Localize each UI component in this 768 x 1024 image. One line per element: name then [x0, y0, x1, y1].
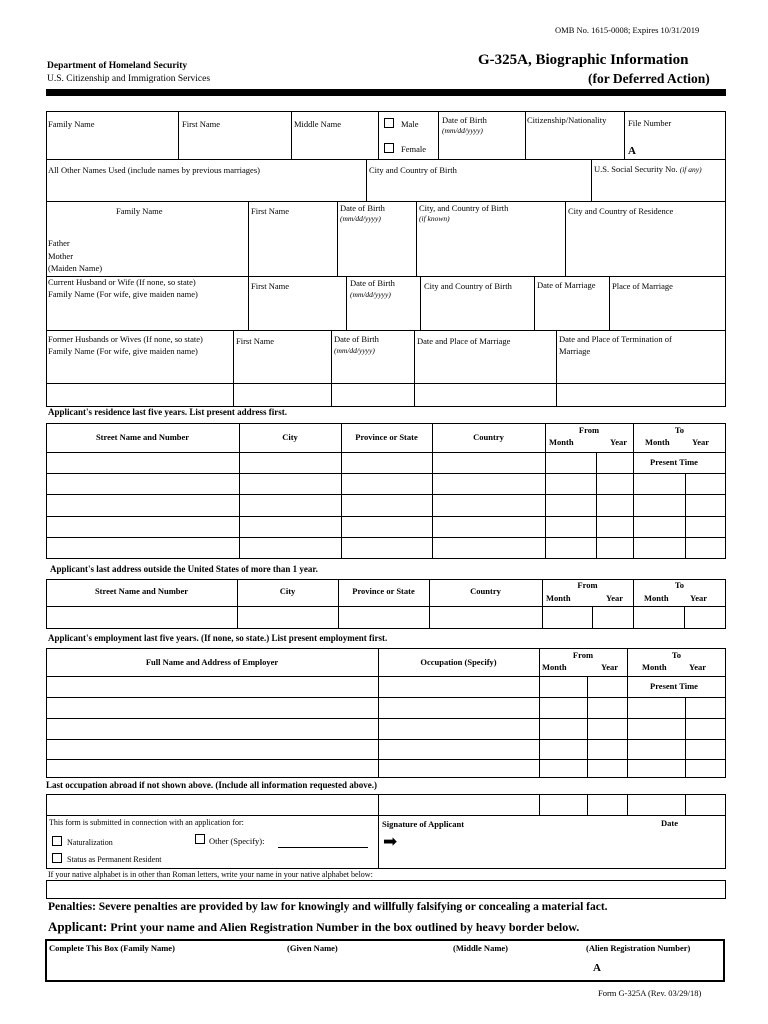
- first-name-label: First Name: [182, 119, 221, 129]
- outside-from-year: Year: [606, 593, 623, 603]
- permanent-resident-checkbox[interactable]: [52, 853, 62, 863]
- abroad-row: [46, 794, 726, 816]
- residence-from-year: Year: [610, 437, 627, 447]
- complete-family-name-label: Complete This Box (Family Name): [49, 943, 175, 953]
- form-subtitle: (for Deferred Action): [588, 71, 710, 86]
- spouse-dob-format: (mm/dd/yyyy): [350, 290, 391, 299]
- residence-from-month: Month: [549, 437, 574, 447]
- signature-field[interactable]: [379, 815, 725, 868]
- outside-city-header: City: [279, 586, 296, 596]
- naturalization-checkbox[interactable]: [52, 836, 62, 846]
- complete-given-name-label: (Given Name): [287, 943, 338, 953]
- form-title: G-325A, Biographic Information: [478, 52, 689, 68]
- signature-label: Signature of Applicant: [382, 819, 465, 829]
- permanent-resident-label: Status as Permanent Resident: [67, 855, 162, 864]
- city-country-birth-label: City and Country of Birth: [369, 165, 457, 175]
- employment-to-year: Year: [689, 662, 706, 672]
- former-marriage-label: Date and Place of Marriage: [417, 336, 511, 346]
- complete-middle-name-label: (Middle Name): [453, 943, 509, 953]
- occupation-header: Occupation (Specify): [420, 657, 497, 667]
- date-of-marriage-label: Date of Marriage: [537, 280, 596, 290]
- employment-from-month: Month: [542, 662, 567, 672]
- signature-date-label: Date: [661, 818, 678, 828]
- parent-first-name-label: First Name: [251, 206, 290, 216]
- parent-dob-format: (mm/dd/yyyy): [340, 214, 381, 223]
- citizenship-label: Citizenship/Nationality: [527, 115, 607, 125]
- former-spouse-label: Former Husbands or Wives (If none, so state): [48, 334, 203, 344]
- current-spouse-family-label: Family Name (For wife, give maiden name): [48, 289, 198, 299]
- employment-to-header: To: [671, 650, 682, 660]
- parent-if-known: (if known): [419, 214, 450, 223]
- parent-birthplace-label: City, and Country of Birth: [419, 203, 509, 213]
- department-name: Department of Homeland Security: [47, 61, 188, 71]
- former-spouse-family-label: Family Name (For wife, give maiden name): [48, 346, 198, 356]
- employment-present-time: Present Time: [650, 681, 698, 691]
- arrow-right-icon: ➡: [383, 832, 398, 852]
- parent-family-name-label: Family Name: [116, 206, 163, 216]
- employment-from-header: From: [572, 650, 594, 660]
- outside-to-month: Month: [644, 593, 669, 603]
- submission-intro: This form is submitted in connection with an application for:: [49, 818, 244, 827]
- form-revision: Form G-325A (Rev. 03/29/18): [598, 988, 702, 998]
- spouse-dob-label: Date of Birth: [350, 278, 395, 288]
- former-dob-label: Date of Birth: [334, 334, 379, 344]
- dob-label: Date of Birth: [442, 115, 487, 125]
- file-number-prefix: A: [628, 145, 636, 157]
- outside-street-header: Street Name and Number: [94, 586, 189, 596]
- complete-alien-number-label: (Alien Registration Number): [586, 943, 691, 953]
- residence-city-header: City: [282, 432, 298, 442]
- outside-from-header: From: [577, 580, 598, 590]
- residence-from-header: From: [578, 425, 600, 435]
- file-number-label: File Number: [628, 118, 672, 128]
- applicant-instruction: Applicant: Print your name and Alien Registration Number in the box outlined by heavy border below.: [48, 919, 580, 934]
- termination-label: Date and Place of Termination of: [559, 334, 672, 344]
- residence-to-month: Month: [645, 437, 670, 447]
- residence-to-year: Year: [692, 437, 709, 447]
- native-alphabet-label: If your native alphabet is in other than Roman letters, write your name in your native alphabet below:: [48, 870, 373, 879]
- naturalization-label: Naturalization: [67, 838, 113, 847]
- father-label: Father: [48, 238, 70, 248]
- native-alphabet-field[interactable]: [46, 880, 726, 899]
- outside-country-header: Country: [470, 586, 501, 596]
- parent-residence-label: City and Country of Residence: [568, 206, 674, 216]
- omb-number: OMB No. 1615-0008; Expires 10/31/2019: [555, 25, 700, 35]
- header-rule: [46, 89, 726, 96]
- employer-header: Full Name and Address of Employer: [145, 657, 279, 667]
- ssn-label: U.S. Social Security No. (if any): [594, 164, 702, 174]
- parent-dob-label: Date of Birth: [340, 203, 385, 213]
- residence-section-title: Applicant's residence last five years. List present address first.: [48, 407, 287, 417]
- abroad-section-title: Last occupation abroad if not shown above. (Include all information requested above.): [46, 780, 377, 790]
- employment-to-month: Month: [642, 662, 667, 672]
- other-checkbox[interactable]: [195, 834, 205, 844]
- outside-section-title: Applicant's last address outside the United States of more than 1 year.: [50, 564, 318, 574]
- residence-present-time: Present Time: [650, 457, 698, 467]
- maiden-name-label: (Maiden Name): [48, 263, 103, 273]
- outside-province-header: Province or State: [352, 586, 415, 596]
- other-specify-line[interactable]: [278, 847, 368, 848]
- residence-street-header: Street Name and Number: [95, 432, 190, 442]
- employment-from-year: Year: [601, 662, 618, 672]
- outside-from-month: Month: [546, 593, 571, 603]
- residence-to-header: To: [674, 425, 685, 435]
- other-names-label: All Other Names Used (include names by previous marriages): [48, 165, 260, 175]
- penalties-notice: Penalties: Severe penalties are provided by law for knowingly and willfully falsifying or concealing a material fact.: [48, 901, 608, 913]
- male-label: Male: [401, 119, 419, 129]
- outside-to-header: To: [674, 580, 685, 590]
- female-label: Female: [401, 144, 427, 154]
- residence-country-header: Country: [473, 432, 504, 442]
- male-checkbox[interactable]: [384, 118, 394, 128]
- spouse-first-name-label: First Name: [251, 281, 290, 291]
- residence-province-header: Province or State: [355, 432, 418, 442]
- alien-number-prefix: A: [593, 962, 601, 974]
- mother-label: Mother: [48, 251, 74, 261]
- agency-name: U.S. Citizenship and Immigration Services: [47, 74, 211, 84]
- former-first-name-label: First Name: [236, 336, 275, 346]
- female-checkbox[interactable]: [384, 143, 394, 153]
- dob-format: (mm/dd/yyyy): [442, 126, 483, 135]
- other-label: Other (Specify):: [209, 836, 265, 846]
- termination-label-2: Marriage: [559, 346, 591, 356]
- spouse-birthplace-label: City and Country of Birth: [424, 281, 512, 291]
- middle-name-label: Middle Name: [294, 119, 341, 129]
- place-of-marriage-label: Place of Marriage: [612, 281, 673, 291]
- former-dob-format: (mm/dd/yyyy): [334, 346, 375, 355]
- current-spouse-label: Current Husband or Wife (If none, so state): [48, 277, 196, 287]
- family-name-label: Family Name: [48, 119, 95, 129]
- outside-to-year: Year: [690, 593, 707, 603]
- employment-section-title: Applicant's employment last five years. (If none, so state.) List present employment first.: [48, 633, 388, 643]
